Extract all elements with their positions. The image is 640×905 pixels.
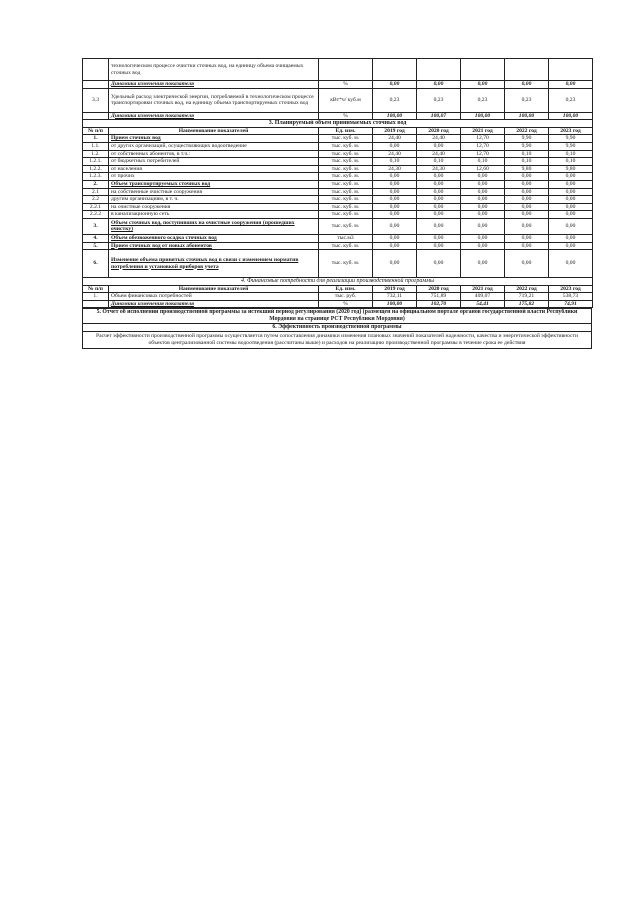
row-name: Объем сточных вод, поступивших на очистные сооружения (прошедших очистку) (109, 218, 319, 234)
row-number: 2. (83, 180, 109, 188)
row-value: 0,00 (505, 180, 549, 188)
row-name: Объем транспортируемых сточных вод (109, 180, 319, 188)
row-value: 0,00 (417, 81, 461, 89)
report-efficiency-table (82, 308, 592, 348)
table-header-row (83, 285, 593, 293)
row-unit: тыс. куб. м. (319, 135, 373, 143)
row-unit: тыс. куб. м. (319, 173, 373, 181)
row-value: 24,40 (417, 135, 461, 143)
table-row (83, 300, 593, 308)
row-value: 24,40 (417, 150, 461, 158)
row-value: 0,00 (417, 250, 461, 278)
table-row (83, 59, 593, 81)
row-value: 0,00 (373, 218, 417, 234)
row-value: 0,00 (461, 81, 505, 89)
table-row (83, 196, 593, 204)
table-row (83, 88, 593, 112)
row-value: 0,00 (505, 196, 549, 204)
row-value: 0,10 (505, 150, 549, 158)
row-value: 100,00 (505, 112, 549, 120)
row-number: 1. (83, 293, 109, 301)
row-value: 0,10 (505, 158, 549, 166)
table-row (83, 293, 593, 301)
row-value: 0,23 (549, 88, 593, 112)
row-number: 1.2.1. (83, 158, 109, 166)
energy-indicators-table (82, 58, 593, 120)
column-header: 2023 год (549, 127, 593, 135)
row-name: Удельный расход электрической энергии, потребляемой в технологическом процессе транспортировки сточных вод, на единицу объема транспортируемых сточных вод (109, 88, 319, 112)
table-row (83, 150, 593, 158)
table-row (83, 242, 593, 250)
column-header: Ед. изм. (319, 127, 373, 135)
row-value: 0,23 (417, 88, 461, 112)
row-value: 12,70 (461, 142, 505, 150)
row-unit: % (319, 112, 373, 120)
row-value (505, 59, 549, 81)
row-value: 0,00 (461, 188, 505, 196)
row-value: 0,00 (417, 142, 461, 150)
row-value: 0,00 (505, 242, 549, 250)
row-value: 0,00 (373, 180, 417, 188)
row-value: 0,00 (373, 250, 417, 278)
row-value: 0,00 (549, 211, 593, 219)
row-unit: % (319, 300, 373, 308)
row-value: 719,21 (505, 293, 549, 301)
row-name: Прием сточных вод от новых абонентов (109, 242, 319, 250)
row-number (83, 300, 109, 308)
row-value: 0,00 (417, 234, 461, 242)
row-value: 100,00 (549, 112, 593, 120)
row-unit: тыс. куб. м. (319, 211, 373, 219)
row-value: 0,23 (505, 88, 549, 112)
row-value: 0,00 (417, 196, 461, 204)
row-value: 0,00 (417, 218, 461, 234)
row-number: 1.2.3. (83, 173, 109, 181)
table-row (83, 173, 593, 181)
section6-title: 6. Эффективность производственной программы (83, 324, 592, 332)
table-row (83, 250, 593, 278)
row-value: 0,00 (505, 203, 549, 211)
row-value: 0,00 (461, 196, 505, 204)
row-unit: тыс. куб. м. (319, 196, 373, 204)
row-unit: тыс. куб. м. (319, 165, 373, 173)
table-row (83, 158, 593, 166)
section4-title: 4. Финансовые потребности для реализации производственной программы (83, 278, 593, 285)
row-number (83, 81, 109, 89)
row-value: 0,00 (373, 203, 417, 211)
row-value: 24,30 (417, 165, 461, 173)
section5-title: 5. Отчет об исполнении производственной программы за истекший период регулирования (2020 год) (размещен на официальном портале органов государственной власти Республики Мордовия на странице РСТ Республики Мордовия) (83, 309, 592, 324)
row-value: 9,90 (505, 135, 549, 143)
row-value: 12,70 (461, 150, 505, 158)
section6-text: Расчет эффективности производственной программы осуществляется путем сопоставления динамики изменения плановых значений показателей надежности, качества и энергетической эффективности объектов централизованной системы водоотведения (рассчитаны выше) и расходов на реализацию производственной программы в течение срока ее действия (83, 332, 592, 349)
row-unit: тыс. куб. м. (319, 242, 373, 250)
row-value: 0,00 (505, 211, 549, 219)
row-name: другим организациям, в т. ч. (109, 196, 319, 204)
row-unit: тыс. куб. м. (319, 142, 373, 150)
row-number: 2.2 (83, 196, 109, 204)
row-value: 0,00 (461, 218, 505, 234)
row-name: Изменение объема принятых сточных вод в связи с изменением норматив потребления и установкой приборов учета (109, 250, 319, 278)
column-header: Наименование показателей (109, 127, 319, 135)
row-value: 732,11 (373, 293, 417, 301)
row-value (373, 59, 417, 81)
row-name: от собственных абонентов, в т.ч.: (109, 150, 319, 158)
table-row (83, 112, 593, 120)
row-value: 0,23 (461, 88, 505, 112)
row-value: 100,00 (461, 112, 505, 120)
row-value: 100,07 (417, 112, 461, 120)
row-value (461, 59, 505, 81)
row-value: 0,00 (505, 188, 549, 196)
row-name: на собственные очистные сооружения (109, 188, 319, 196)
row-number: 2.2.1 (83, 203, 109, 211)
row-name: от других организаций, осуществляющих водоотведение (109, 142, 319, 150)
row-name: Объем обезвоженного осадка сточных вод (109, 234, 319, 242)
column-header: 2023 год (549, 285, 593, 293)
row-value: 0,00 (549, 180, 593, 188)
row-value: 0,00 (549, 196, 593, 204)
row-value: 0,00 (373, 211, 417, 219)
table-row (83, 188, 593, 196)
row-value: 175,82 (505, 300, 549, 308)
row-number (83, 59, 109, 81)
row-unit: тыс.м3 (319, 234, 373, 242)
row-value: 0,00 (549, 250, 593, 278)
row-value: 24,30 (373, 165, 417, 173)
table-row (83, 203, 593, 211)
column-header: 2021 год (461, 285, 505, 293)
column-header: 2019 год (373, 127, 417, 135)
financial-needs-table (82, 278, 593, 308)
row-value: 0,00 (461, 173, 505, 181)
row-value: 74,91 (549, 300, 593, 308)
row-value (417, 59, 461, 81)
planned-wastewater-table (82, 120, 593, 278)
row-number: 1.2. (83, 150, 109, 158)
row-value: 12,70 (461, 135, 505, 143)
row-value: 0,00 (549, 242, 593, 250)
row-value: 100,00 (373, 112, 417, 120)
row-name: Динамика изменения показателя (109, 81, 319, 89)
row-value: 0,10 (373, 158, 417, 166)
row-unit (319, 59, 373, 81)
row-unit: тыс. куб. м. (319, 158, 373, 166)
row-value: 9,90 (549, 135, 593, 143)
row-name: Динамика изменения показателя (109, 112, 319, 120)
row-name: в канализационную сеть (109, 211, 319, 219)
row-value: 0,00 (461, 211, 505, 219)
row-value: 0,00 (505, 173, 549, 181)
table-row (83, 234, 593, 242)
row-value: 409,07 (461, 293, 505, 301)
row-number: 4. (83, 234, 109, 242)
row-value: 0,00 (549, 203, 593, 211)
row-unit: тыс. куб. м. (319, 203, 373, 211)
row-value: 54,41 (461, 300, 505, 308)
row-value: 0,00 (461, 203, 505, 211)
row-unit: кВт*ч/ куб.м (319, 88, 373, 112)
table-row (83, 165, 593, 173)
row-name: от прочих (109, 173, 319, 181)
row-name: от бюджетных потребителей (109, 158, 319, 166)
column-header: № п/п (83, 285, 109, 293)
row-value: 9,80 (549, 165, 593, 173)
row-value: 0,23 (373, 88, 417, 112)
row-value: 0,00 (373, 196, 417, 204)
table-row (83, 211, 593, 219)
row-unit: % (319, 81, 373, 89)
row-number: 3.3 (83, 88, 109, 112)
row-value: 102,70 (417, 300, 461, 308)
row-value: 9,80 (505, 165, 549, 173)
column-header: 2019 год (373, 285, 417, 293)
row-name: Прием сточных вод (109, 135, 319, 143)
row-value: 0,00 (417, 211, 461, 219)
row-value: 0,00 (461, 234, 505, 242)
row-name: Динамика изменения показателя (109, 300, 319, 308)
row-number: 6. (83, 250, 109, 278)
column-header: 2020 год (417, 127, 461, 135)
row-value: 24,40 (373, 135, 417, 143)
row-value: 24,40 (373, 150, 417, 158)
row-value: 9,90 (549, 142, 593, 150)
row-value (549, 59, 593, 81)
row-number: 1.2.2. (83, 165, 109, 173)
row-value: 0,00 (461, 250, 505, 278)
row-unit: тыс. куб. м. (319, 180, 373, 188)
row-value: 0,00 (417, 173, 461, 181)
column-header: Ед. изм. (319, 285, 373, 293)
row-value: 0,00 (505, 81, 549, 89)
row-number: 3. (83, 218, 109, 234)
column-header: Наименование показателей (109, 285, 319, 293)
row-value: 0,00 (461, 180, 505, 188)
row-value: 12,60 (461, 165, 505, 173)
column-header: № п/п (83, 127, 109, 135)
table-row (83, 180, 593, 188)
row-name: технологическом процессе очистки сточных вод, на единицу объема очищаемых сточных вод (109, 59, 319, 81)
row-number: 1. (83, 135, 109, 143)
row-value: 0,00 (373, 142, 417, 150)
row-value: 100,00 (373, 300, 417, 308)
row-name: от населения (109, 165, 319, 173)
column-header: 2020 год (417, 285, 461, 293)
row-value: 9,90 (505, 142, 549, 150)
row-value: 0,00 (373, 188, 417, 196)
row-number: 1.1. (83, 142, 109, 150)
table-row (83, 142, 593, 150)
row-name: Объем финансовых потребностей (109, 293, 319, 301)
row-number: 5. (83, 242, 109, 250)
row-unit: тыс. куб. м. (319, 218, 373, 234)
column-header: 2022 год (505, 285, 549, 293)
row-unit: тыс. руб. (319, 293, 373, 301)
row-number (83, 112, 109, 120)
row-value: 0,00 (373, 234, 417, 242)
row-unit: тыс. куб. м. (319, 188, 373, 196)
row-value: 0,00 (549, 173, 593, 181)
row-value: 0,10 (417, 158, 461, 166)
table-row (83, 81, 593, 89)
row-value: 0,00 (373, 242, 417, 250)
row-value: 0,00 (505, 250, 549, 278)
row-value: 0,00 (549, 234, 593, 242)
row-number: 2.2.2 (83, 211, 109, 219)
row-value: 0,00 (417, 242, 461, 250)
section3-title: 3. Планируемый объем принимаемых сточных вод (83, 120, 593, 127)
row-value: 0,00 (373, 81, 417, 89)
row-value: 0,00 (417, 203, 461, 211)
row-value: 0,00 (417, 180, 461, 188)
row-value: 751,89 (417, 293, 461, 301)
row-value: 0,10 (549, 150, 593, 158)
document-page (82, 58, 592, 349)
row-name: на очистные сооружения (109, 203, 319, 211)
row-value: 0,00 (373, 173, 417, 181)
table-row (83, 135, 593, 143)
row-value: 538,73 (549, 293, 593, 301)
table-row (83, 218, 593, 234)
column-header: 2022 год (505, 127, 549, 135)
row-unit: тыс. куб. м. (319, 150, 373, 158)
row-value: 0,10 (461, 158, 505, 166)
table-header-row (83, 127, 593, 135)
row-value: 0,00 (549, 81, 593, 89)
row-value: 0,00 (549, 218, 593, 234)
row-value: 0,00 (505, 218, 549, 234)
row-value: 0,00 (505, 234, 549, 242)
row-value: 0,00 (461, 242, 505, 250)
row-value: 0,00 (549, 188, 593, 196)
column-header: 2021 год (461, 127, 505, 135)
row-number: 2.1 (83, 188, 109, 196)
row-value: 0,10 (549, 158, 593, 166)
row-value: 0,00 (417, 188, 461, 196)
row-unit: тыс. куб. м. (319, 250, 373, 278)
